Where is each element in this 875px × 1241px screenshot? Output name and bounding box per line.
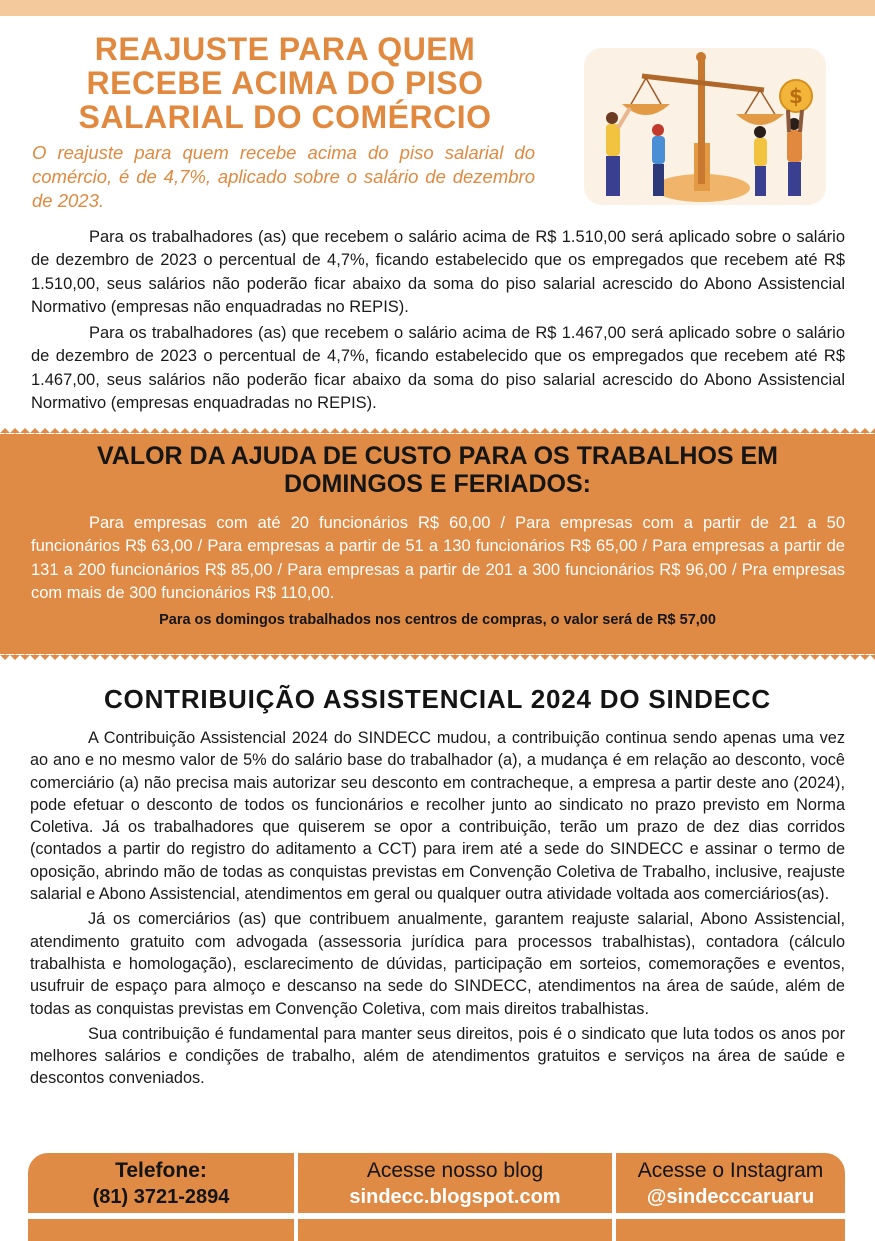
contribution-heading: CONTRIBUIÇÃO ASSISTENCIAL 2024 DO SINDECC — [103, 684, 771, 714]
paragraph: Sua contribuição é fundamental para manter seus direitos, pois é o sindicato que luta todos os anos por melhores salários e condições de trabalho, além de atendimentos gratuitos e serviços na área de saúde e descontos conveniados. — [30, 1024, 845, 1088]
heading-line: VALOR DA AJUDA DE CUSTO PARA OS TRABALHOS EM — [96, 442, 779, 470]
heading-line: DOMINGOS E FERIADOS: — [284, 470, 591, 498]
contribution-section — [30, 727, 845, 1090]
shopping-center-note: Para os domingos trabalhados nos centros de compras, o valor será de R$ 57,00 — [159, 612, 716, 628]
contact-footer — [28, 1153, 845, 1241]
instagram-box — [616, 1153, 845, 1213]
title-line: SALARIAL DO COMÉRCIO — [78, 99, 492, 135]
paragraph: Para os trabalhadores (as) que recebem o salário acima de R$ 1.467,00 será aplicado sobre o salário de dezembro de 2023 o percentual de 4,7%, ficando estabelecido que os empregados que recebem até R$ 1.467,00, seus salários não poderão ficar abaixo da soma do piso salarial acrescido do Abono Assistencial Normativo (empresas enquadradas no REPIS). — [31, 324, 845, 413]
paragraph: Para empresas com até 20 funcionários R$ 60,00 / Para empresas com a partir de 21 a 50 funcionários R$ 63,00 / Para empresas a partir de 51 a 130 funcionários R$ 65,00 / Para empresas a partir de 131 a 200 funcionários R$ 85,00 / Para empresas a partir de 201 a 300 funcionários R$ 96,00 / Pra empresas com mais de 300 funcionários R$ 110,00. — [31, 514, 845, 602]
allowance-heading — [0, 442, 875, 498]
instagram-handle[interactable]: @sindecccaruaru — [646, 1186, 815, 1208]
svg-text:$: $ — [789, 84, 803, 108]
paragraph: Já os comerciários (as) que contribuem anualmente, garantem reajuste salarial, Abono Assistencial, atendimento gratuito com advogada (assessoria jurídica para processos trabalhistas), contadora (cálculo trabalhista e homologação), esclarecimento de dúvidas, participação em sorteios, comemorações e eventos, usufruir de espaço para almoço e descanso na sede do SINDECC, atendimentos na área de saúde, além de todas as conquistas previstas em Convenção Coletiva, com mais direitos trabalhistas. — [30, 910, 845, 1018]
title-line: REAJUSTE PARA QUEM — [94, 31, 476, 67]
allowance-values-text — [31, 512, 845, 605]
footer-strip — [28, 1219, 294, 1241]
instagram-label: Acesse o Instagram — [637, 1159, 824, 1182]
paragraph: Para os trabalhadores (as) que recebem o salário acima de R$ 1.510,00 será aplicado sobre o salário de dezembro de 2023 o percentual de 4,7%, ficando estabelecido que os empregados que recebem até R$ 1.510,00, seus salários não poderão ficar abaixo da soma do piso salarial acrescido do Abono Assistencial Normativo (empresas não enquadradas no REPIS). — [31, 228, 845, 316]
salary-adjustment-section — [31, 226, 845, 415]
footer-strip — [298, 1219, 612, 1241]
phone-number: (81) 3721-2894 — [92, 1186, 230, 1208]
page-title — [30, 32, 540, 134]
paragraph: A Contribuição Assistencial 2024 do SINDECC mudou, a contribuição continua sendo apenas uma vez ao ano e no mesmo valor de 5% do salário base do trabalhador (a), a mudança é em relação ao desconto, você comerciário (a) não precisa mais autorizar seu desconto em contracheque, a empresa a partir deste ano (2024), pode efetuar o desconto de todos os funcionários e recolher junto ao sindicato no prazo previsto em Norma Coletiva. Já os trabalhadores que quiserem se opor a contribuição, terão um prazo de dez dias corridos (contados a partir do registro do aditamento a CCT) para irem até a sede do SINDECC e assinar o termo de oposição, abrindo mão de todas as conquistas previstas em Convenção Coletiva de Trabalho, inclusive, reajuste salarial e Abono Assistencial, atendimentos em geral ou qualquer outra atividade voltada aos comerciários(as). — [30, 729, 845, 904]
title-line: RECEBE ACIMA DO PISO — [86, 65, 484, 101]
subtitle: O reajuste para quem recebe acima do piso salarial do comércio, é de 4,7%, aplicado sobre o salário de dezembro de 2023. — [32, 142, 535, 211]
phone-box — [28, 1153, 294, 1213]
top-color-band — [0, 0, 875, 16]
scale-people-icon — [584, 48, 826, 205]
blog-label: Acesse nosso blog — [366, 1159, 544, 1182]
blog-box — [298, 1153, 612, 1213]
footer-strip — [616, 1219, 845, 1241]
phone-label: Telefone: — [115, 1159, 207, 1182]
blog-link[interactable]: sindecc.blogspot.com — [349, 1186, 561, 1208]
justice-scale-illustration — [584, 48, 826, 205]
